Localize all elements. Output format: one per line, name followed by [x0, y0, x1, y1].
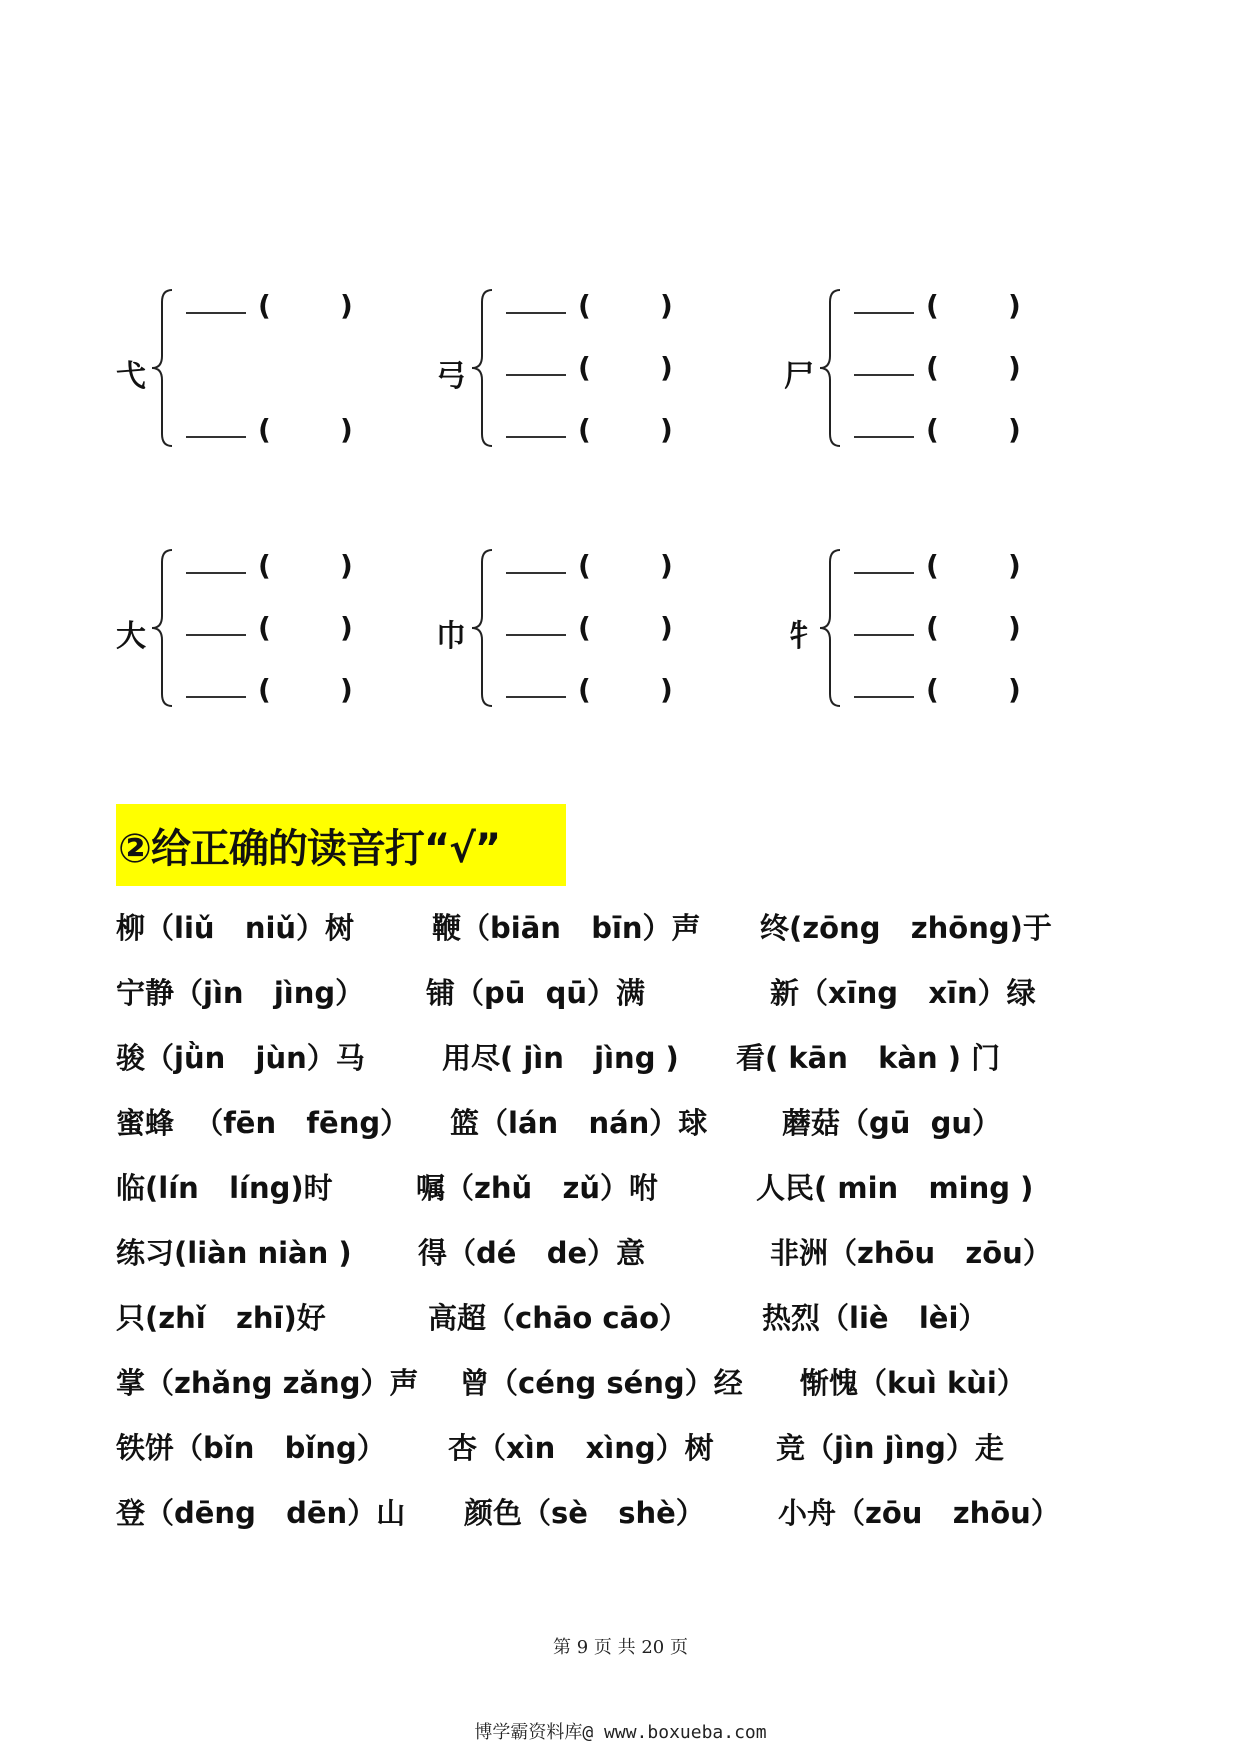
open-paren: (: [926, 611, 939, 644]
close-paren: ): [340, 673, 353, 706]
answer-blank[interactable]: [506, 572, 566, 574]
answer-blank[interactable]: [506, 696, 566, 698]
answer-blank[interactable]: [186, 312, 246, 314]
answer-blank[interactable]: [506, 374, 566, 376]
answer-blank[interactable]: [186, 572, 246, 574]
open-paren: (: [926, 549, 939, 582]
radical-character: 尸: [784, 359, 814, 394]
close-paren: ): [340, 289, 353, 322]
close-paren: ): [1008, 611, 1021, 644]
pronunciation-item[interactable]: 人民( min ming ): [756, 1171, 1034, 1205]
pronunciation-item[interactable]: 得（dé de）意: [418, 1236, 646, 1270]
open-paren: (: [578, 289, 591, 322]
brace-icon: [818, 286, 842, 450]
open-paren: (: [258, 673, 271, 706]
pronunciation-item[interactable]: 高超（chāo cāo）: [428, 1301, 689, 1335]
radical-character: 弓: [436, 359, 466, 394]
answer-blank[interactable]: [854, 374, 914, 376]
open-paren: (: [578, 611, 591, 644]
pronunciation-item[interactable]: 临(lín líng)时: [116, 1171, 333, 1205]
pronunciation-item[interactable]: 练习(liàn niàn ): [116, 1236, 352, 1270]
answer-row: [854, 673, 1054, 708]
open-paren: (: [258, 289, 271, 322]
answer-row: [186, 413, 386, 448]
brace-icon: [150, 546, 174, 710]
answer-blank[interactable]: [854, 312, 914, 314]
answer-row: [506, 611, 706, 646]
close-paren: ): [660, 289, 673, 322]
radical-group: [784, 289, 1044, 446]
radical-group: [784, 549, 1044, 706]
close-paren: ): [340, 611, 353, 644]
answer-row: [186, 673, 386, 708]
open-paren: (: [926, 673, 939, 706]
answer-row: [186, 611, 386, 646]
pronunciation-item[interactable]: 热烈（liè lèi）: [762, 1301, 988, 1335]
pronunciation-item[interactable]: 竞（jìn jìng）走: [776, 1431, 1004, 1465]
pronunciation-item[interactable]: 只(zhǐ zhī)好: [116, 1301, 326, 1335]
answer-blank[interactable]: [506, 634, 566, 636]
answer-blank[interactable]: [506, 312, 566, 314]
close-paren: ): [1008, 351, 1021, 384]
open-paren: (: [926, 351, 939, 384]
answer-row: [506, 351, 706, 386]
pronunciation-item[interactable]: 掌（zhǎng zǎng）声: [116, 1366, 419, 1400]
open-paren: (: [578, 549, 591, 582]
open-paren: (: [926, 413, 939, 446]
pronunciation-item[interactable]: 蘑菇（gū gu）: [782, 1106, 1002, 1140]
answer-row: [506, 413, 706, 448]
pronunciation-item[interactable]: 惭愧（kuì kùi）: [800, 1366, 1026, 1400]
pronunciation-item[interactable]: 用尽( jìn jìng ): [442, 1041, 679, 1075]
open-paren: (: [258, 413, 271, 446]
answer-row: [506, 673, 706, 708]
pronunciation-item[interactable]: 看( kān kàn ) 门: [736, 1041, 1001, 1075]
pronunciation-item[interactable]: 终(zōng zhōng)于: [760, 911, 1052, 945]
close-paren: ): [340, 549, 353, 582]
pronunciation-item[interactable]: 宁静（jìn jìng）: [116, 976, 365, 1010]
page-number: 第 9 页 共 20 页: [553, 1637, 688, 1658]
close-paren: ): [660, 549, 673, 582]
radical-group: [436, 549, 696, 706]
pronunciation-item[interactable]: 曾（céng séng）经: [460, 1366, 743, 1400]
brace-icon: [818, 546, 842, 710]
pronunciation-item[interactable]: 铺（pū qū）满: [426, 976, 646, 1010]
answer-row: [186, 549, 386, 584]
answer-blank[interactable]: [186, 634, 246, 636]
answer-blank[interactable]: [186, 696, 246, 698]
pronunciation-item[interactable]: 鞭（biān bīn）声: [432, 911, 701, 945]
answer-blank[interactable]: [186, 436, 246, 438]
radical-group: [116, 549, 376, 706]
brace-icon: [470, 286, 494, 450]
answer-row: [854, 413, 1054, 448]
pronunciation-item[interactable]: 颜色（sè shè）: [464, 1496, 705, 1530]
pronunciation-item[interactable]: 登（dēng dēn）山: [116, 1496, 406, 1530]
pronunciation-item[interactable]: 新（xīng xīn）绿: [770, 976, 1036, 1010]
open-paren: (: [258, 611, 271, 644]
answer-row: [186, 289, 386, 324]
brace-icon: [150, 286, 174, 450]
close-paren: ): [1008, 673, 1021, 706]
answer-blank[interactable]: [854, 634, 914, 636]
open-paren: (: [258, 549, 271, 582]
answer-row: [506, 289, 706, 324]
close-paren: ): [1008, 413, 1021, 446]
pronunciation-item[interactable]: 蜜蜂 （fēn fēng）: [116, 1106, 410, 1140]
close-paren: ): [1008, 549, 1021, 582]
answer-row: [854, 351, 1054, 386]
radical-character: 巾: [436, 619, 466, 654]
pronunciation-item[interactable]: 杏（xìn xìng）树: [448, 1431, 714, 1465]
answer-row: [854, 549, 1054, 584]
answer-row: [854, 611, 1054, 646]
answer-blank[interactable]: [506, 436, 566, 438]
answer-blank[interactable]: [854, 572, 914, 574]
close-paren: ): [340, 413, 353, 446]
close-paren: ): [660, 611, 673, 644]
open-paren: (: [578, 413, 591, 446]
brace-icon: [470, 546, 494, 710]
pronunciation-item[interactable]: 柳（liǔ niǔ）树: [116, 911, 355, 945]
answer-blank[interactable]: [854, 436, 914, 438]
pronunciation-item[interactable]: 铁饼（bǐn bǐng）: [116, 1431, 386, 1465]
radical-character: 弋: [116, 359, 146, 394]
radical-character: 大: [116, 619, 146, 654]
pronunciation-item[interactable]: 篮（lán nán）球: [450, 1106, 708, 1140]
close-paren: ): [660, 351, 673, 384]
answer-row: [506, 549, 706, 584]
radical-group: [116, 289, 376, 446]
close-paren: ): [660, 413, 673, 446]
open-paren: (: [578, 673, 591, 706]
source-credit: 博学霸资料库@ www.boxueba.com: [474, 1722, 767, 1743]
close-paren: ): [660, 673, 673, 706]
pronunciation-item[interactable]: 嘱（zhǔ zǔ）咐: [416, 1171, 658, 1205]
open-paren: (: [578, 351, 591, 384]
radical-character: 牜: [784, 619, 814, 654]
pronunciation-item[interactable]: 非洲（zhōu zōu）: [770, 1236, 1052, 1270]
section-title: ②给正确的读音打“√”: [118, 825, 501, 872]
answer-row: [854, 289, 1054, 324]
pronunciation-item[interactable]: 骏（jǜn jùn）马: [116, 1041, 365, 1075]
open-paren: (: [926, 289, 939, 322]
pronunciation-item[interactable]: 小舟（zōu zhōu）: [778, 1496, 1060, 1530]
close-paren: ): [1008, 289, 1021, 322]
radical-group: [436, 289, 696, 446]
answer-blank[interactable]: [854, 696, 914, 698]
section-heading: [116, 804, 566, 886]
